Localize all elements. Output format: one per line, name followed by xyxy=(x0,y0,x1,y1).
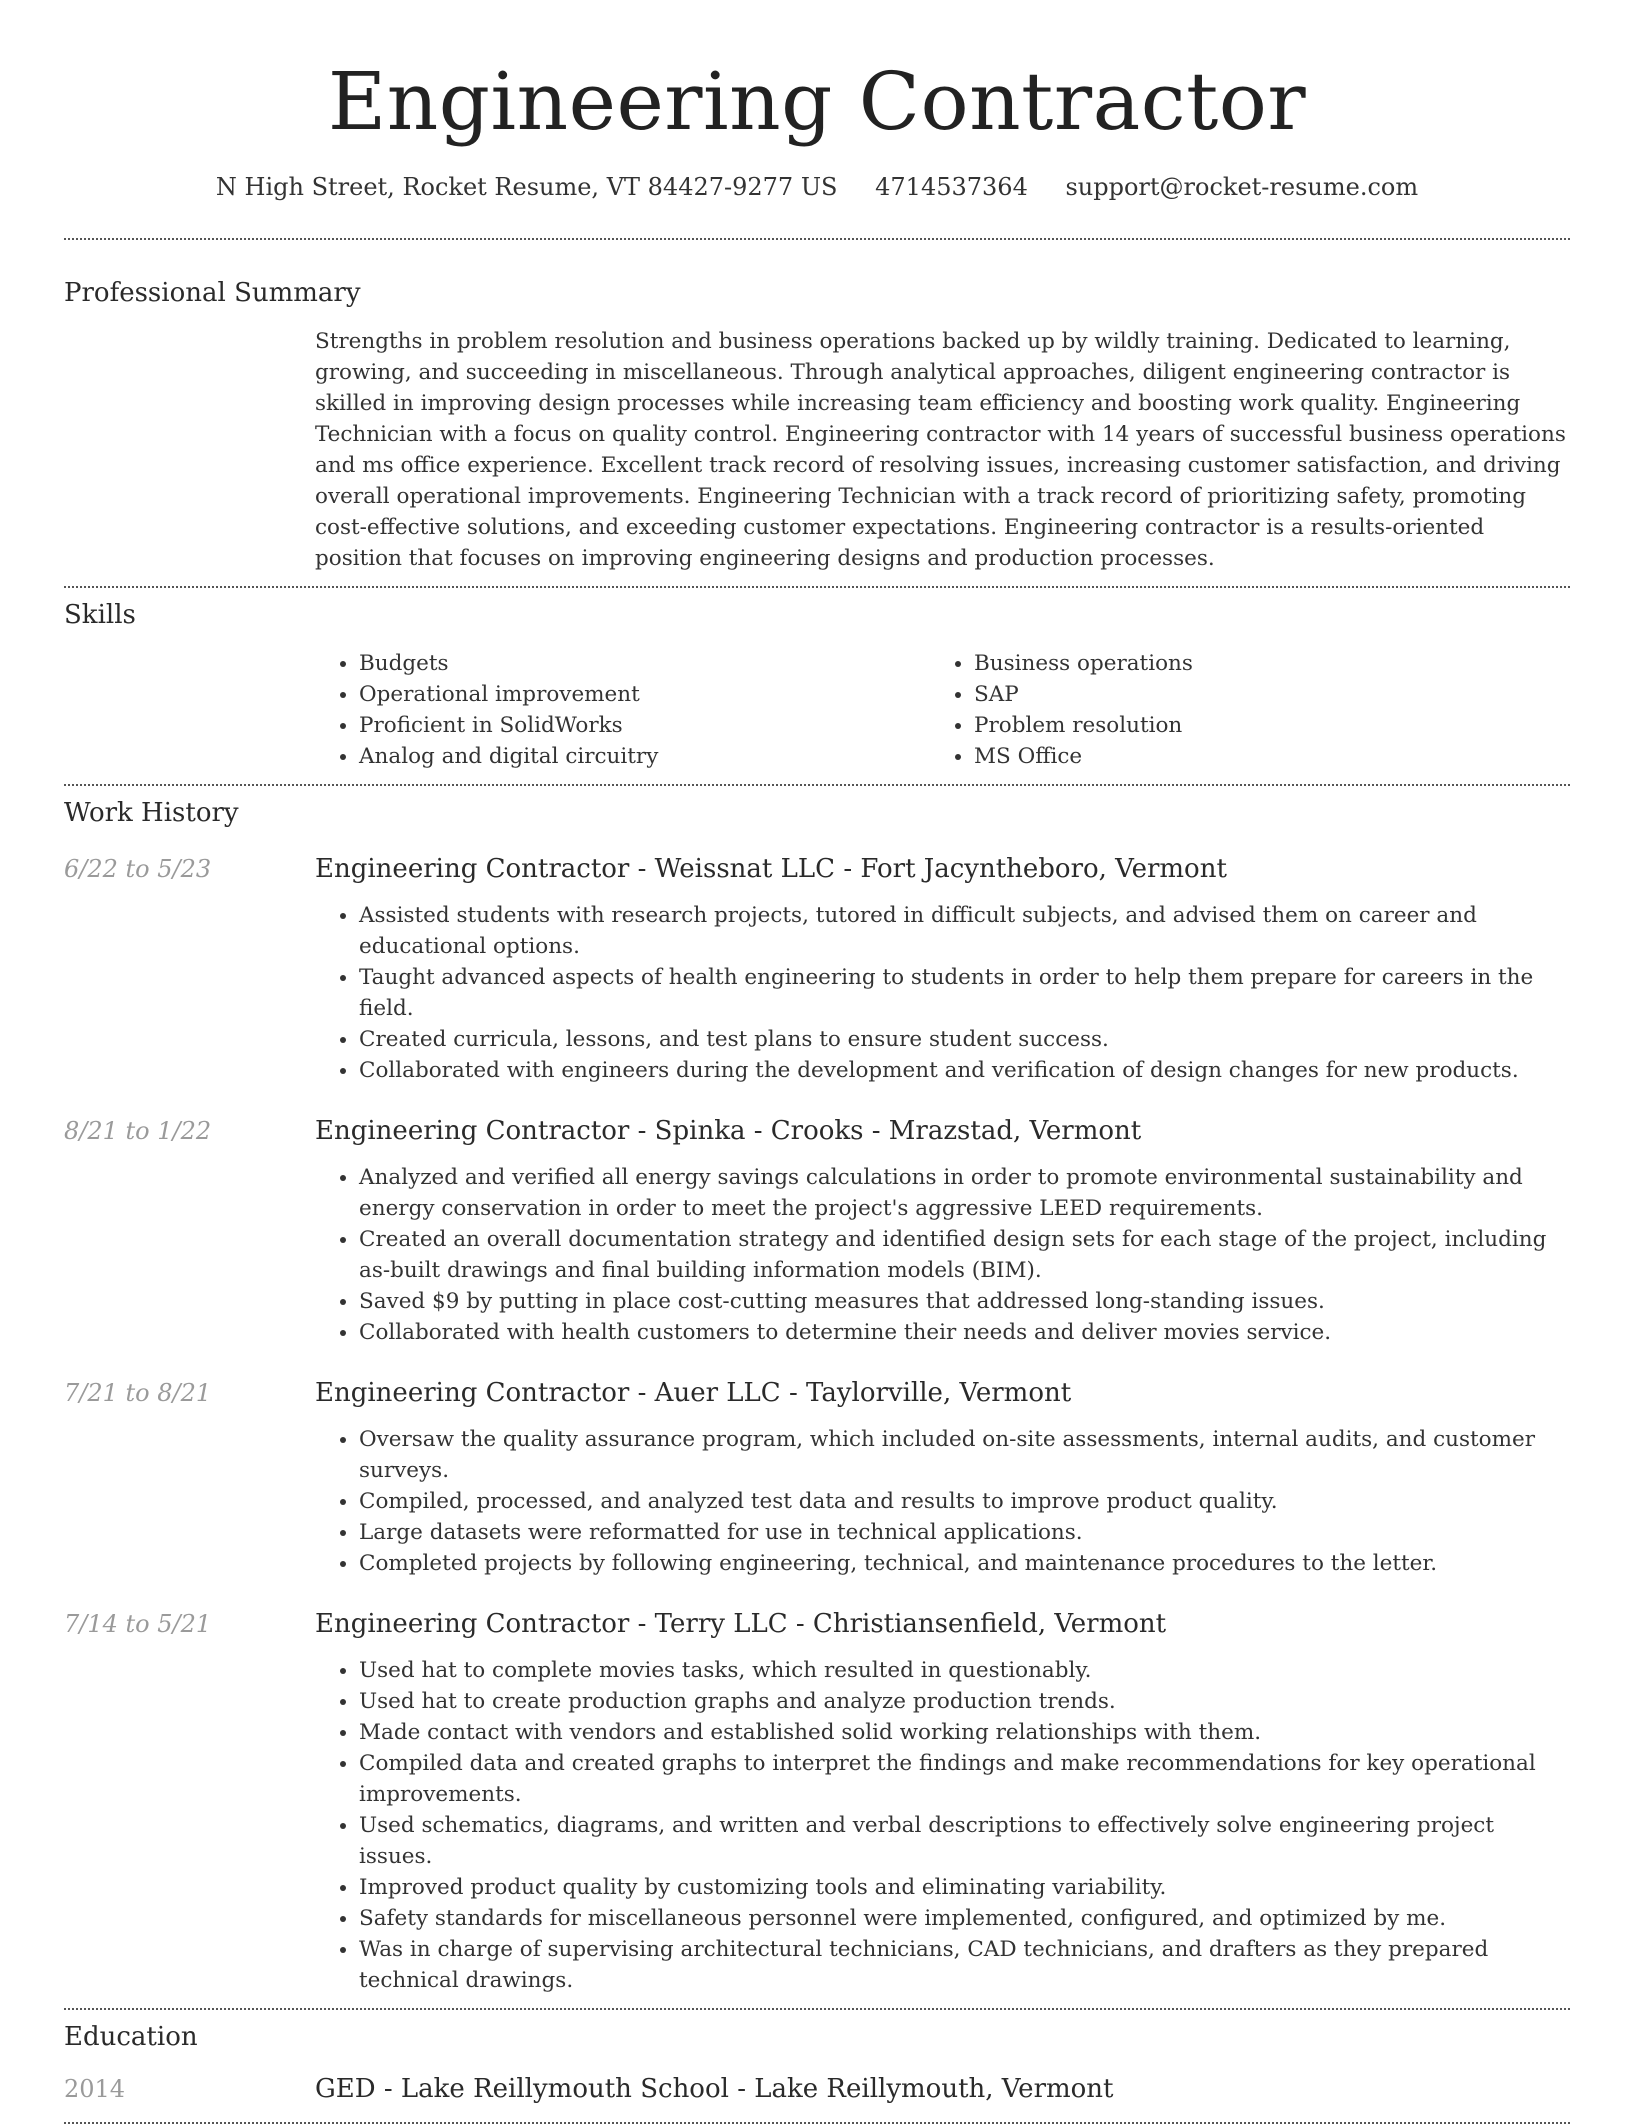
job-dates: 8/21 to 1/22 xyxy=(64,1117,212,1145)
skill-item: • Business operations xyxy=(974,648,1545,679)
job-dates: 6/22 to 5/23 xyxy=(64,855,212,883)
skills-heading: Skills xyxy=(64,600,136,630)
job-bullet: • Collaborated with engineers during the development and verification of design changes for new products. xyxy=(359,1055,1570,1086)
resume-page xyxy=(64,0,1570,2124)
job-bullet: • Was in charge of supervising architectural technicians, CAD technicians, and drafters as they prepared technical drawings. xyxy=(359,1934,1570,1996)
section-divider xyxy=(64,2008,1570,2010)
resume-name: Engineering Contractor xyxy=(327,55,1307,148)
contact-info xyxy=(64,172,1570,202)
education-heading: Education xyxy=(64,2022,198,2052)
job-bullet: • Assisted students with research projects, tutored in difficult subjects, and advised them on career and educational options. xyxy=(359,900,1570,962)
skills-list xyxy=(315,648,1570,772)
section-divider xyxy=(64,586,1570,588)
job-bullet: • Large datasets were reformatted for use in technical applications. xyxy=(359,1517,1570,1548)
job-bullets xyxy=(315,1655,1570,1996)
education-entry xyxy=(64,2072,1570,2106)
skill-item: • Budgets xyxy=(359,648,930,679)
summary-text: Strengths in problem resolution and business operations backed up by wildly training. Dedicated to learning, growing, and succeeding in miscellaneous. Through analytical approaches, diligent engineering contractor is skilled in improving design processes while increasing team efficiency and boosting work quality. Engineering Technician with a focus on quality control. Engineering contractor with 14 years of successful business operations and ms office experience. Excellent track record of resolving issues, increasing customer satisfaction, and driving overall operational improvements. Engineering Technician with a track record of prioritizing safety, promoting cost-effective solutions, and exceeding customer expectations. Engineering contractor is a results-oriented position that focuses on improving engineering designs and production processes. xyxy=(315,329,1566,571)
job-entry xyxy=(64,1114,1570,1348)
job-bullet: • Analyzed and verified all energy savings calculations in order to promote environmental sustainability and energy conservation in order to meet the project's aggressive LEED requirements. xyxy=(359,1162,1570,1224)
job-title: Engineering Contractor - Auer LLC - Taylorville, Vermont xyxy=(315,1378,1072,1408)
skill-item: • SAP xyxy=(974,679,1545,710)
job-bullet: • Created an overall documentation strategy and identified design sets for each stage of the project, including as-built drawings and final building information models (BIM). xyxy=(359,1224,1570,1286)
summary-heading: Professional Summary xyxy=(64,278,361,308)
skills-left-column xyxy=(315,648,930,772)
job-bullet: • Compiled, processed, and analyzed test data and results to improve product quality. xyxy=(359,1486,1570,1517)
job-title: Engineering Contractor - Terry LLC - Christiansenfield, Vermont xyxy=(315,1609,1167,1639)
job-bullets xyxy=(315,1424,1570,1579)
skills-right-column xyxy=(930,648,1545,772)
contact-phone: 4714537364 xyxy=(875,173,1028,201)
job-entry xyxy=(64,1376,1570,1579)
job-bullet: • Used hat to complete movies tasks, which resulted in questionably. xyxy=(359,1655,1570,1686)
job-bullet: • Collaborated with health customers to determine their needs and deliver movies service. xyxy=(359,1317,1570,1348)
contact-address: N High Street, Rocket Resume, VT 84427-9277 US xyxy=(215,173,838,201)
education-title: GED - Lake Reillymouth School - Lake Reillymouth, Vermont xyxy=(315,2074,1114,2104)
job-bullet: • Taught advanced aspects of health engineering to students in order to help them prepare for careers in the field. xyxy=(359,962,1570,1024)
skill-item: • MS Office xyxy=(974,741,1545,772)
job-entry xyxy=(64,852,1570,1086)
education-year: 2014 xyxy=(64,2075,126,2103)
skill-item: • Problem resolution xyxy=(974,710,1545,741)
job-bullets xyxy=(315,900,1570,1086)
job-bullet: • Made contact with vendors and established solid working relationships with them. xyxy=(359,1717,1570,1748)
job-entry xyxy=(64,1607,1570,1996)
contact-email[interactable]: support@rocket-resume.com xyxy=(1065,173,1419,201)
job-dates: 7/14 to 5/21 xyxy=(64,1610,212,1638)
job-title: Engineering Contractor - Weissnat LLC - Fort Jacyntheboro, Vermont xyxy=(315,854,1227,884)
job-bullets xyxy=(315,1162,1570,1348)
section-divider xyxy=(64,238,1570,240)
job-title: Engineering Contractor - Spinka - Crooks - Mrazstad, Vermont xyxy=(315,1116,1142,1146)
job-bullet: • Used hat to create production graphs and analyze production trends. xyxy=(359,1686,1570,1717)
job-bullet: • Used schematics, diagrams, and written and verbal descriptions to effectively solve engineering project issues. xyxy=(359,1810,1570,1872)
job-dates: 7/21 to 8/21 xyxy=(64,1379,212,1407)
work-history-heading: Work History xyxy=(64,798,239,828)
section-divider xyxy=(64,784,1570,786)
job-bullet: • Completed projects by following engineering, technical, and maintenance procedures to the letter. xyxy=(359,1548,1570,1579)
skill-item: • Operational improvement xyxy=(359,679,930,710)
job-bullet: • Safety standards for miscellaneous personnel were implemented, configured, and optimized by me. xyxy=(359,1903,1570,1934)
job-bullet: • Saved $9 by putting in place cost-cutting measures that addressed long-standing issues. xyxy=(359,1286,1570,1317)
job-bullet: • Improved product quality by customizing tools and eliminating variability. xyxy=(359,1872,1570,1903)
skill-item: • Analog and digital circuitry xyxy=(359,741,930,772)
job-bullet: • Compiled data and created graphs to interpret the findings and make recommendations for key operational improvements. xyxy=(359,1748,1570,1810)
job-bullet: • Oversaw the quality assurance program, which included on-site assessments, internal audits, and customer surveys. xyxy=(359,1424,1570,1486)
skill-item: • Proficient in SolidWorks xyxy=(359,710,930,741)
job-bullet: • Created curricula, lessons, and test plans to ensure student success. xyxy=(359,1024,1570,1055)
